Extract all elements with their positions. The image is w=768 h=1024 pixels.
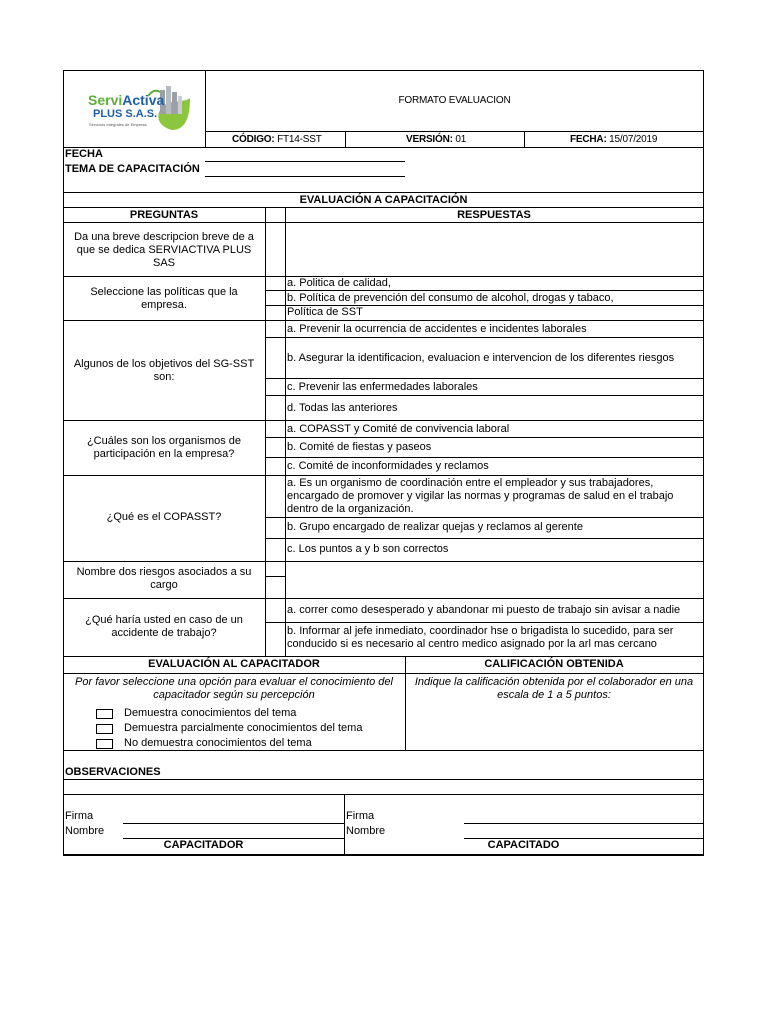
question-2: Seleccione las políticas que la empresa. [90, 286, 238, 311]
col-answers-header: RESPUESTAS [457, 209, 531, 221]
fecha-field[interactable] [205, 161, 405, 162]
divider [205, 131, 704, 132]
codigo-value: FT14-SST [277, 134, 322, 145]
document-code [232, 133, 322, 146]
option-checkbox[interactable] [96, 709, 113, 719]
observations-label: OBSERVACIONES [65, 766, 161, 778]
divider [345, 131, 346, 148]
company-logo [86, 82, 192, 134]
fecha-label: FECHA [65, 148, 103, 160]
divider [63, 420, 704, 421]
divider [63, 207, 704, 208]
grade-title: CALIFICACIÓN OBTENIDA [484, 658, 624, 670]
question-4-option[interactable]: c. Comité de inconformidades y reclamos [287, 460, 489, 472]
document-date [570, 133, 657, 146]
divider [63, 598, 704, 599]
divider [265, 538, 704, 539]
version-value: 01 [455, 134, 467, 145]
firma-line-left[interactable] [123, 823, 344, 824]
divider [265, 457, 704, 458]
question-5-option[interactable]: a. Es un organismo de coordinación entre el empleador y sus trabajadores, encargado de promover y vigilar las normas y programas de salud en el trabajo dentro de la organización. [287, 477, 674, 515]
tema-label: TEMA DE CAPACITACIÓN [65, 163, 200, 175]
divider [63, 673, 704, 674]
question-2-option[interactable]: a. Politica de calidad, [287, 277, 391, 289]
trainer-eval-instructions: Por favor seleccione una opción para evaluar el conocimiento del capacitador según su percepción [75, 676, 393, 701]
divider [63, 320, 704, 321]
divider [524, 131, 525, 148]
divider [63, 794, 704, 795]
divider [265, 378, 704, 379]
divider [265, 290, 704, 291]
evaluation-title: EVALUACIÓN A CAPACITACIÓN [299, 194, 468, 206]
tema-field[interactable] [205, 176, 405, 177]
fecha-header-value: 15/07/2019 [609, 134, 658, 145]
divider [265, 337, 704, 338]
nombre-label-left: Nombre [65, 825, 105, 837]
firma-label-left: Firma [65, 810, 94, 822]
capacitado-label: CAPACITADO [487, 839, 560, 851]
form-title: FORMATO EVALUACION [398, 95, 511, 106]
option-checkbox[interactable] [96, 724, 113, 734]
divider [63, 475, 704, 476]
question-2-option[interactable]: b. Política de prevención del consumo de alcohol, drogas y tabaco, [287, 292, 614, 304]
codigo-label: CÓDIGO: [232, 134, 275, 145]
answer-1-field[interactable] [286, 223, 703, 276]
firma-line-right[interactable] [464, 823, 703, 824]
divider [63, 192, 704, 193]
question-2-option[interactable]: Política de SST [287, 306, 363, 318]
border [703, 148, 704, 855]
question-4: ¿Cuáles son los organismos de participación en la empresa? [86, 435, 242, 460]
question-3-option[interactable]: d. Todas las anteriores [287, 402, 398, 414]
firma-label-right: Firma [346, 810, 375, 822]
question-7: ¿Qué haría usted en caso de un accidente de trabajo? [85, 614, 243, 639]
col-questions-header: PREGUNTAS [129, 209, 199, 221]
trainer-eval-option: Demuestra parcialmente conocimientos del tema [124, 722, 363, 734]
observations-field[interactable] [64, 780, 703, 794]
divider [265, 622, 704, 623]
question-5: ¿Qué es el COPASST? [106, 511, 222, 523]
version-label: VERSIÓN: [406, 134, 453, 145]
divider [265, 517, 704, 518]
trainer-eval-option: Demuestra conocimientos del tema [124, 707, 297, 719]
question-3: Algunos de los objetivos del SG-SST son: [73, 358, 255, 383]
brand-tagline: Servicios Integrales de Empresa [89, 122, 147, 127]
question-6: Nombre dos riesgos asociados a su cargo [76, 566, 252, 591]
question-4-option[interactable]: b. Comité de fiestas y paseos [287, 441, 432, 453]
capacitador-label: CAPACITADOR [163, 839, 244, 851]
option-checkbox[interactable] [96, 739, 113, 749]
question-3-option[interactable]: c. Prevenir las enfermedades laborales [287, 381, 478, 393]
divider [205, 70, 206, 148]
divider [265, 395, 704, 396]
brand-name-part1: Servi [88, 92, 123, 108]
border [63, 148, 64, 855]
document-version [406, 133, 466, 146]
brand-subtitle: PLUS S.A.S. [93, 108, 158, 120]
grade-instructions: Indique la calificación obtenida por el colaborador en una escala de 1 a 5 puntos: [414, 676, 694, 701]
divider [265, 207, 266, 656]
divider [265, 437, 704, 438]
question-3-option[interactable]: a. Prevenir la ocurrencia de accidentes e incidentes laborales [287, 323, 587, 335]
trainer-eval-title: EVALUACIÓN AL CAPACITADOR [148, 658, 320, 670]
divider [63, 656, 704, 657]
answer-6-field[interactable] [286, 562, 703, 598]
question-4-option[interactable]: a. COPASST y Comité de convivencia laboral [287, 423, 510, 435]
divider [265, 576, 285, 577]
question-5-option[interactable]: b. Grupo encargado de realizar quejas y reclamos al gerente [287, 521, 583, 533]
divider [63, 750, 704, 751]
question-3-option[interactable]: b. Asegurar la identificacion, evaluacion e intervencion de los diferentes riesgos [287, 352, 675, 364]
question-1: Da una breve descripcion breve de a que se dedica SERVIACTIVA PLUS SAS [74, 231, 254, 269]
fecha-header-label: FECHA: [570, 134, 607, 145]
nombre-label-right: Nombre [346, 825, 386, 837]
question-5-option[interactable]: c. Los puntos a y b son correctos [287, 543, 449, 555]
brand-name-part2: Activa [122, 92, 165, 108]
question-7-option[interactable]: b. Informar al jefe inmediato, coordinador hse o brigadista lo sucedido, para ser conducido si es necesario al centro medico asignado por la arl mas cercano [287, 625, 674, 650]
question-7-option[interactable]: a. correr como desesperado y abandonar mi puesto de trabajo sin avisar a nadie [287, 604, 681, 616]
trainer-eval-option: No demuestra conocimientos del tema [124, 737, 312, 749]
form-bottom-border [63, 854, 704, 856]
